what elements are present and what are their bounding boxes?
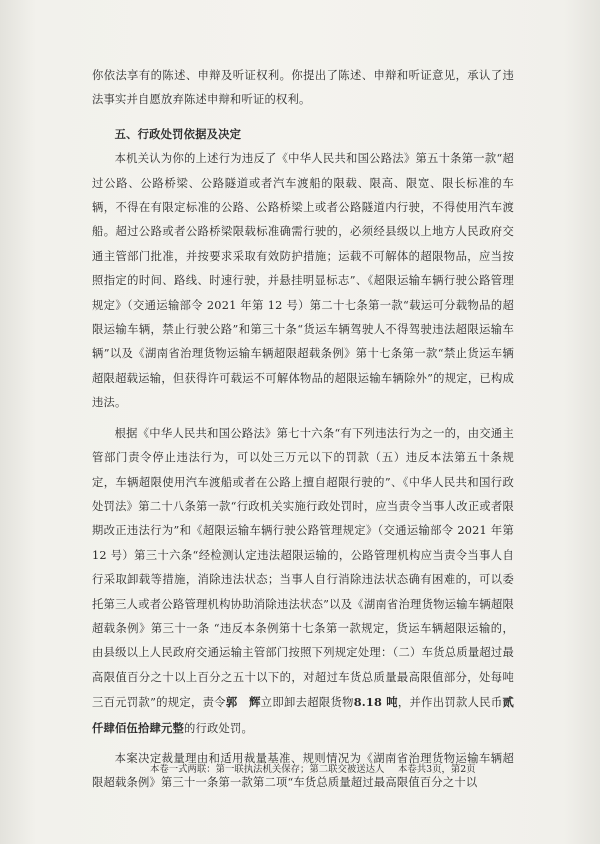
section-heading: 五、行政处罚依据及决定	[114, 127, 242, 141]
copies-note: 本卷一式两联：第一联执法机关保存；第二联交被送达人	[150, 764, 385, 775]
fine-amount: 贰仟肆佰伍拾肆元整	[92, 695, 514, 735]
penalty-basis-text: 根据《中华人民共和国公路法》第七十六条“有下列违法行为之一的，由交通主管部门责令停止违法行为，可以处三万元以下的罚款（五）违反本法第五十条规定，车辆超限使用汽车渡船或者在公路上擅自超限行驶的”、《中华人民共和国行政处罚法》第二十八条第一款“行政机关实施行政处罚时，应当责令当事人改正或者限期改正违法行为”和《超限运输车辆行驶公路管理规定》（交通运输部令 2021 年第 12 号）第三十六条“经检测认定违法超限运输的，公路管理机构应当责令当事人自行采取卸载等措施，消除违法状态；当事人自行消除违法状态确有困难的，可以委托第三人或者公路管理机构协助消除违法状态”以及《湖南省治理货物运输车辆超限超载条例》第三十一条 “违反本条例第十七条第一款规定，货运车辆超限运输的，由县级以上人民政府交通运输主管部门按照下列规定处理：（二）车货总质量超过最高限值百分之十以上百分之五十以下的，对超过车货总质量最高限值部分，处每吨三百元罚款”的规定，责令	[92, 426, 514, 710]
document-body	[92, 64, 514, 796]
overload-amount: 8.18 吨	[353, 695, 398, 710]
paragraph-violation: 本机关认为你的上述行为违反了《中华人民共和国公路法》第五十条第一款“超过公路、公路桥梁、公路隧道或者汽车渡船的限载、限高、限宽、限长标准的车辆，不得在有限定标准的公路、公路桥梁上或者公路隧道内行驶，不得使用汽车渡船。超过公路或者公路桥梁限载标准确需行驶的，必须经县级以上地方人民政府交通主管部门批准，并按要求采取有效防护措施；运载不可解体的超限物品，应当按照指定的时间、路线、时速行驶，并悬挂明显标志”、《超限运输车辆行驶公路管理规定》（交通运输部令 2021 年第 12 号）第二十七条第一款“载运可分载物品的超限运输车辆，禁止行驶公路”和第三十条“货运车辆驾驶人不得驾驶违法超限运输车辆”以及《湖南省治理货物运输车辆超限超载条例》第十七条第一款“禁止货运车辆超限超载运输，但获得许可载运不可解体物品的超限运输车辆除外”的规定，已构成违法。	[92, 152, 514, 410]
party-name: 郭 辉	[225, 695, 261, 710]
fine-text: ，并作出罚款人民币	[397, 696, 503, 710]
page-number: 本卷共3页，第2页	[398, 764, 476, 775]
paragraph-penalty-basis	[92, 422, 514, 741]
penalty-end-text: 的行政处罚。	[183, 721, 253, 735]
paragraph-rights: 你依法享有的陈述、申辩及听证权利。你提出了陈述、申辩和听证意见，承认了违法事实并自愿放弃陈述申辩和听证的权利。	[92, 69, 514, 107]
unload-text: 立即卸去超限货物	[260, 696, 354, 710]
paragraph-discretion: 本案决定裁量理由和适用裁量基准、规则情况为《湖南省治理货物运输车辆超限超载条例》第三十一条第一款第二项“车货总质量超过最高限值百分之十以	[92, 751, 514, 790]
